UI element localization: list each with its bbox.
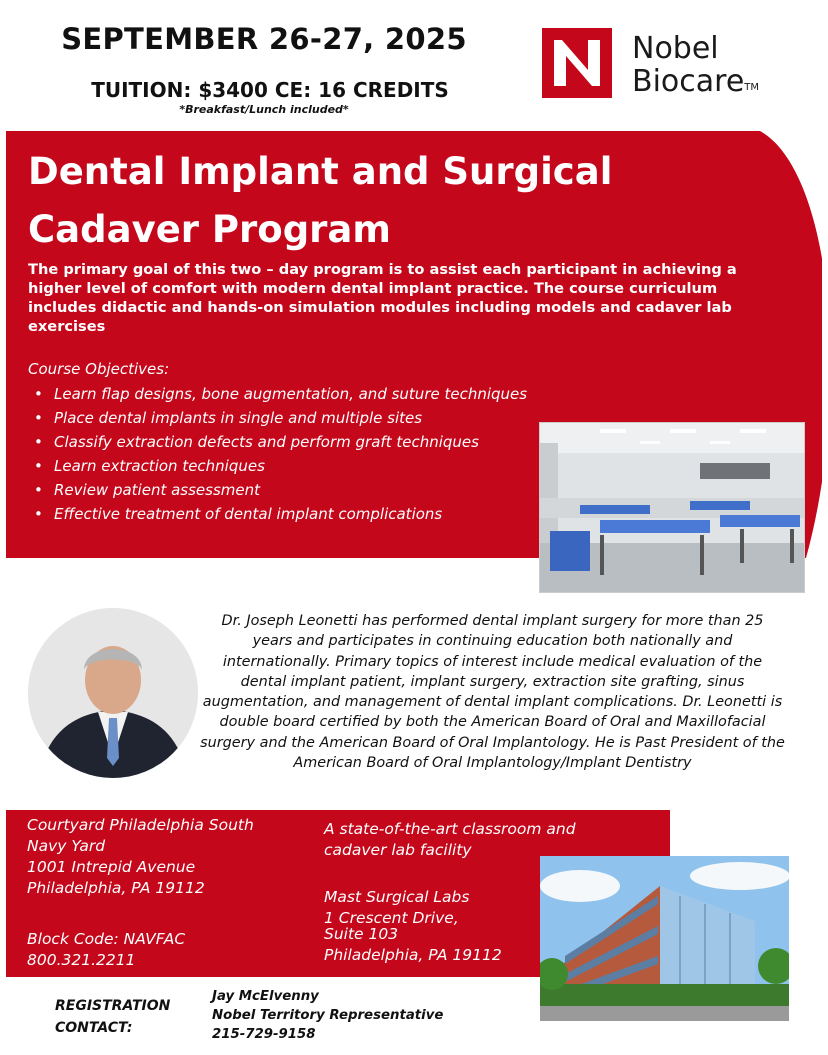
tuition-credits: TUITION: $3400 CE: 16 CREDITS: [91, 78, 449, 102]
cadaver-lab-photo: [539, 422, 805, 593]
lab-address2: Suite 103: [324, 925, 399, 943]
objective-item: • Learn extraction techniques: [28, 456, 527, 480]
lab-desc-line2: cadaver lab facility: [324, 841, 472, 859]
lab-name: Mast Surgical Labs: [324, 888, 470, 906]
objective-item: • Review patient assessment: [28, 480, 527, 504]
program-intro: The primary goal of this two – day program is to assist each participant in achieving a higher level of comfort with modern dental implant practice. The course curriculum includes didactic and hands-on simulation modules including models and cadaver lab exercises: [28, 261, 737, 335]
hotel-phone: 800.321.2211: [27, 951, 136, 969]
objective-item: • Learn flap designs, bone augmentation, and suture techniques: [28, 384, 527, 408]
registration-label-line2: CONTACT:: [55, 1020, 133, 1036]
hotel-name-line2: Navy Yard: [27, 837, 106, 855]
doctor-bio: Dr. Joseph Leonetti has performed dental implant surgery for more than 25 years and participates in continuing education both nationally and internationally. Primary topics of interest include medical evaluation of the dental implant patient, implant surgery, extraction site grafting, sinus augmentation, and management of dental implant complications. Dr. Leonetti is double board certified by both the American Board of Oral and Maxillofacial surgery and the American Board of Oral Implantology. He is Past President of the American Board of Oral Implantology/Implant Dentistry: [200, 613, 785, 772]
objectives-list: [28, 384, 527, 528]
objective-item: • Place dental implants in single and multiple sites: [28, 408, 527, 432]
objective-item: • Effective treatment of dental implant complications: [28, 504, 527, 528]
logo-line1: Nobel: [632, 31, 719, 66]
lab-building-photo: [540, 856, 789, 1021]
program-title-line1: Dental Implant and Surgical: [28, 150, 613, 193]
registration-label-line1: REGISTRATION: [55, 998, 171, 1014]
hotel-info-panel: [6, 810, 307, 977]
hotel-address2: Philadelphia, PA 19112: [27, 879, 205, 897]
objective-item: • Classify extraction defects and perform graft techniques: [28, 432, 527, 456]
lab-address3: Philadelphia, PA 19112: [324, 946, 502, 964]
doctor-portrait: [28, 608, 198, 778]
lab-address1: 1 Crescent Drive,: [324, 909, 459, 927]
objectives-heading: Course Objectives:: [28, 360, 170, 378]
program-title-line2: Cadaver Program: [28, 208, 391, 251]
hotel-block-code: Block Code: NAVFAC: [27, 930, 186, 948]
hotel-address1: 1001 Intrepid Avenue: [27, 858, 196, 876]
contact-title: Nobel Territory Representative: [212, 1008, 444, 1023]
logo-tm: TM: [744, 82, 760, 93]
contact-phone[interactable]: 215-729-9158: [212, 1027, 316, 1042]
hotel-name-line1: Courtyard Philadelphia South: [27, 816, 254, 834]
contact-name: Jay McElvenny: [212, 989, 319, 1004]
registration-contact: [212, 987, 443, 1044]
event-date: SEPTEMBER 26-27, 2025: [61, 22, 467, 56]
meals-note: *Breakfast/Lunch included*: [179, 103, 349, 116]
logo-wordmark: [632, 32, 759, 98]
logo-line2: Biocare: [632, 64, 745, 99]
registration-label: [55, 995, 170, 1039]
lab-desc-line1: A state-of-the-art classroom and: [324, 820, 576, 838]
